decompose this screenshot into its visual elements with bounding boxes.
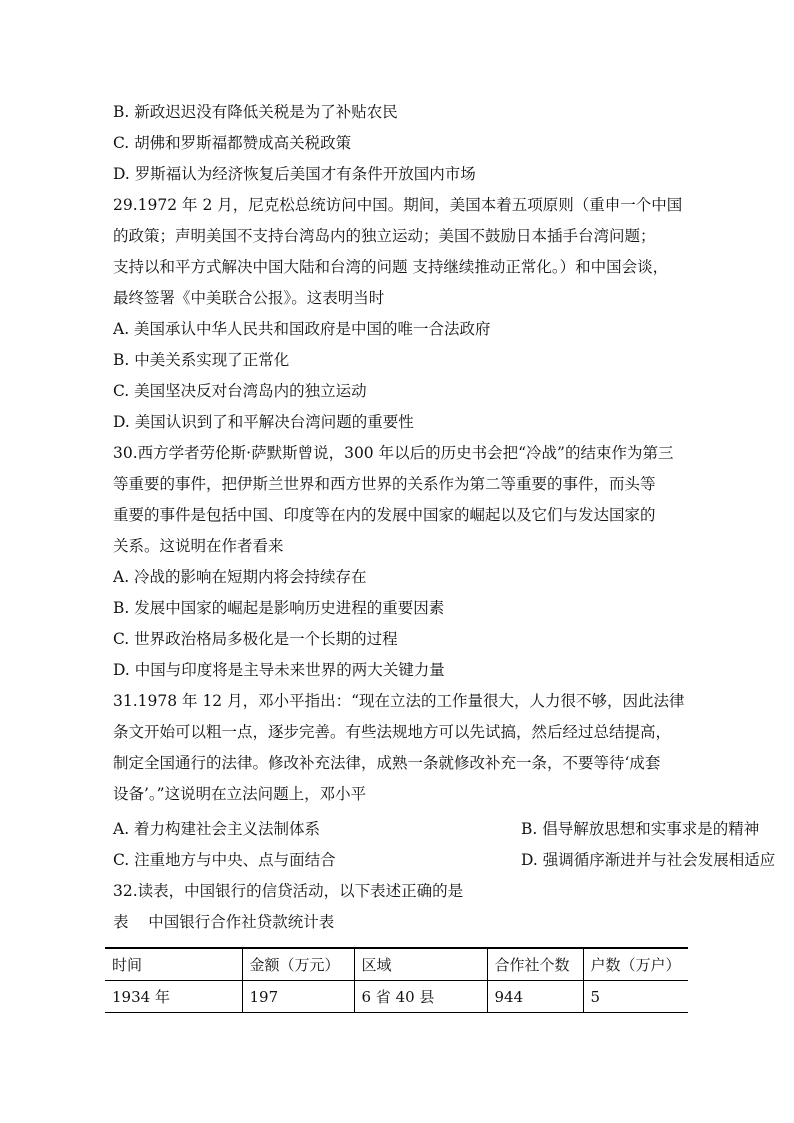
q31-stem-line: 条文开始可以粗一点，逐步完善。有些法规地方可以先试搞，然后经过总结提高， [113,723,672,741]
q29-option-c: C. 美国坚决反对台湾岛内的独立运动 [113,382,367,400]
table-cell: 5 [583,981,688,1013]
option-b-prev: B. 新政迟迟没有降低关税是为了补贴农民 [113,103,398,121]
q31-stem-line: 制定全国通行的法律。修改补充法律，成熟一条就修改补充一条，不要等待‘成套 [113,754,661,772]
q29-stem-line: 最终签署《中美联合公报》。这表明当时 [113,289,385,307]
q29-option-d: D. 美国认识到了和平解决台湾问题的重要性 [113,413,414,431]
table-header-cell: 户数（万户） [583,948,688,981]
q30-stem-line: 等重要的事件，把伊斯兰世界和西方世界的关系作为第二等重要的事件，而头等 [113,475,656,493]
q31-option-d: D. 强调循序渐进并与社会发展相适应 [521,851,776,869]
table-header-cell: 合作社个数 [487,948,583,981]
q30-option-c: C. 世界政治格局多极化是一个长期的过程 [113,630,398,648]
q30-stem-line: 30.西方学者劳伦斯·萨默斯曾说，300 年以后的历史书会把“冷战”的结束作为第三 [113,444,674,462]
table-header-cell: 区域 [354,948,487,981]
option-c-prev: C. 胡佛和罗斯福都赞成高关税政策 [113,134,352,152]
q31-option-b: B. 倡导解放思想和实事求是的精神 [521,820,760,838]
table-cell: 197 [242,981,354,1013]
q31-option-a: A. 着力构建社会主义法制体系 [113,820,321,838]
q30-option-a: A. 冷战的影响在短期内将会持续存在 [113,568,367,586]
q29-stem-line: 支持以和平方式解决中国大陆和台湾的问题 支持继续推动正常化。）和中国会谈， [113,258,669,276]
q31-stem-line: 31.1978 年 12 月，邓小平指出：“现在立法的工作量很大，人力很不够，因此法律 [113,692,685,710]
table-header-cell: 时间 [105,948,242,981]
q31-option-c: C. 注重地方与中央、点与面结合 [113,851,336,869]
q32-stem: 32.读表，中国银行的信贷活动，以下表述正确的是 [113,882,464,900]
option-d-prev: D. 罗斯福认为经济恢复后美国才有条件开放国内市场 [113,165,476,183]
q29-option-a: A. 美国承认中华人民共和国政府是中国的唯一合法政府 [113,320,491,338]
table-cell: 6 省 40 县 [354,981,487,1013]
q29-option-b: B. 中美关系实现了正常化 [113,351,290,369]
q31-stem-line: 设备’。”这说明在立法问题上，邓小平 [113,785,367,803]
loan-statistics-table [105,947,688,1013]
q31-options-row [113,850,776,870]
table-cell: 1934 年 [105,981,242,1013]
q30-stem-line: 重要的事件是包括中国、印度等在内的发展中国家的崛起以及它们与发达国家的 [113,506,656,524]
table-row [105,981,688,1013]
q30-option-b: B. 发展中国家的崛起是影响历史进程的重要因素 [113,599,445,617]
table-caption: 表 中国银行合作社贷款统计表 [113,913,335,931]
q30-option-d: D. 中国与印度将是主导未来世界的两大关键力量 [113,661,445,679]
q29-stem-line: 29.1972 年 2 月，尼克松总统访问中国。期间，美国本着五项原则（重申一个中国 [113,196,683,214]
q29-stem-line: 的政策；声明美国不支持台湾岛内的独立运动；美国不鼓励日本插手台湾问题； [113,227,656,245]
q31-options-row [113,819,760,839]
q30-stem-line: 关系。这说明在作者看来 [113,537,284,555]
table-cell: 944 [487,981,583,1013]
table-header-row [105,948,688,981]
table-header-cell: 金额（万元） [242,948,354,981]
